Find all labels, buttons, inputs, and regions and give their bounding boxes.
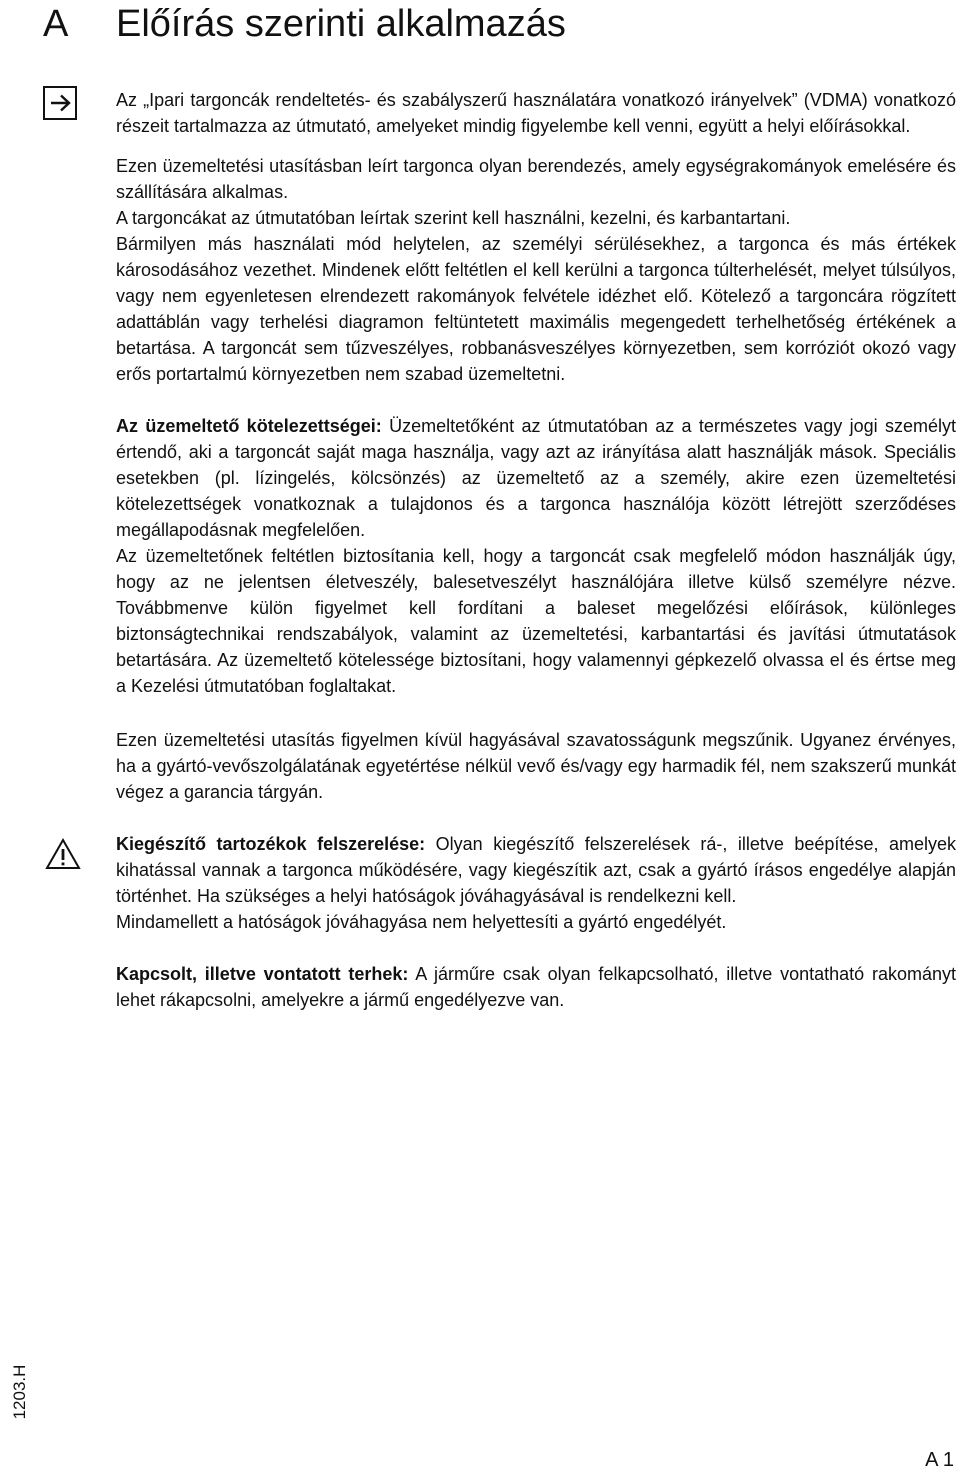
- towed-loads-label: Kapcsolt, illetve vontatott terhek:: [116, 964, 409, 984]
- paragraph-truck-purpose: Ezen üzemeltetési utasításban leírt targonca olyan berendezés, amely egységrakományok emelésére és szállítására alkalmas.: [116, 156, 956, 202]
- paragraph-warranty-warning: Ezen üzemeltetési utasítás figyelmen kívül hagyásával szavatosságunk megszűnik. Ugyanez érvényes, ha a gyártó-vevőszolgálatának egyetértése nélkül vevő és/vagy egy harmadik fél, nem szakszerű munkát végez a garancia tárgyán.: [116, 730, 956, 802]
- paragraph-usage: A targoncákat az útmutatóban leírtak szerint kell használni, kezelni, és karbantartani.: [116, 208, 791, 228]
- paragraph-authority-approval: Mindamellett a hatóságok jóváhagyása nem helyettesíti a gyártó engedélyét.: [116, 912, 727, 932]
- warning-triangle-icon: [45, 838, 81, 870]
- operator-obligations-text: Üzemeltetőként az útmutatóban az a természetes vagy jogi személyt értendő, aki a targoncát saját maga használja, vagy azt az irányítása alatt használják mások. Speciális esetekben (pl. lízingelés, kölcsönzés) az üzemeltető az a személy, akire ezen üzemeltetési kötelezettségek vonatkoznak a tulajdonos és a targonca használója között létrejött szerződéses megállapodásnak megfelelően.: [116, 416, 957, 540]
- arrow-right-icon: [43, 86, 77, 120]
- paragraph-improper-use: Bármilyen más használati mód helytelen, az személyi sérülésekhez, a targonca és más értékek károsodásához vezethet. Mindenek előtt feltétlen el kell kerülni a targonca túlterhelését, melyet túlsúlyos, vagy nem egyenletesen elrendezett rakományok felvétele idézhet elő. Kötelező a targoncára rögzített adattáblán vagy terhelési diagramon feltüntetett maximális megengedett terhelhetőség értékének a betartása. A targoncát sem tűzveszélyes, robbanásveszélyes környezetben, sem korróziót okozó vagy erős portartalmú környezetben nem szabad üzemeltetni.: [116, 234, 956, 384]
- operator-obligations-label: Az üzemeltető kötelezettségei:: [116, 416, 382, 436]
- paragraph-accessories: [116, 831, 956, 909]
- paragraph-operator-duties: Az üzemeltetőnek feltétlen biztosítania kell, hogy a targoncát csak megfelelő módon használják úgy, hogy az ne jelentsen életveszély, balesetveszélyt használójára illetve külső személyre nézve. Továbbmenve külön figyelmet kell fordítani a baleset megelőzési előírások, különleges biztonságtechnikai rendszabályok, valamint az üzemeltetési, karbantartási és javítási útmutatások betartására. Az üzemeltető kötelessége biztosítani, hogy valamennyi gépkezelő olvassa el és értse meg a Kezelési útmutatóban foglaltakat.: [116, 546, 956, 696]
- document-code: 1203.H: [10, 1364, 29, 1420]
- paragraph-vdma: Az „Ipari targoncák rendeltetés- és szabályszerű használatára vonatkozó irányelvek” (VDMA) vonatkozó részeit tartalmazza az útmutató, amelyeket mindig figyelembe kell venni, együtt a helyi előírásokkal.: [116, 90, 956, 136]
- page-title: Előírás szerinti alkalmazás: [116, 3, 566, 45]
- towed-loads-text: A járműre csak olyan felkapcsolható, illetve vontatható rakományt lehet rákapcsolni, amelyekre a jármű engedélyezve van.: [116, 964, 956, 1010]
- page-number: A 1: [925, 1449, 954, 1471]
- chapter-letter: A: [43, 3, 69, 45]
- main-content: [116, 87, 956, 1013]
- paragraph-operator-obligations: [116, 413, 956, 543]
- paragraph-towed-loads: [116, 961, 956, 1013]
- accessories-text: Olyan kiegészítő felszerelések rá-, illetve beépítése, amelyek kihatással vannak a targonca működésére, vagy kiegészítik azt, csak a gyártó írásos engedélye alapján történhet. Ha szükséges a helyi hatóságok jóváhagyásával is rendelkezni kell.: [116, 834, 956, 906]
- accessories-label: Kiegészítő tartozékok felszerelése:: [116, 834, 426, 854]
